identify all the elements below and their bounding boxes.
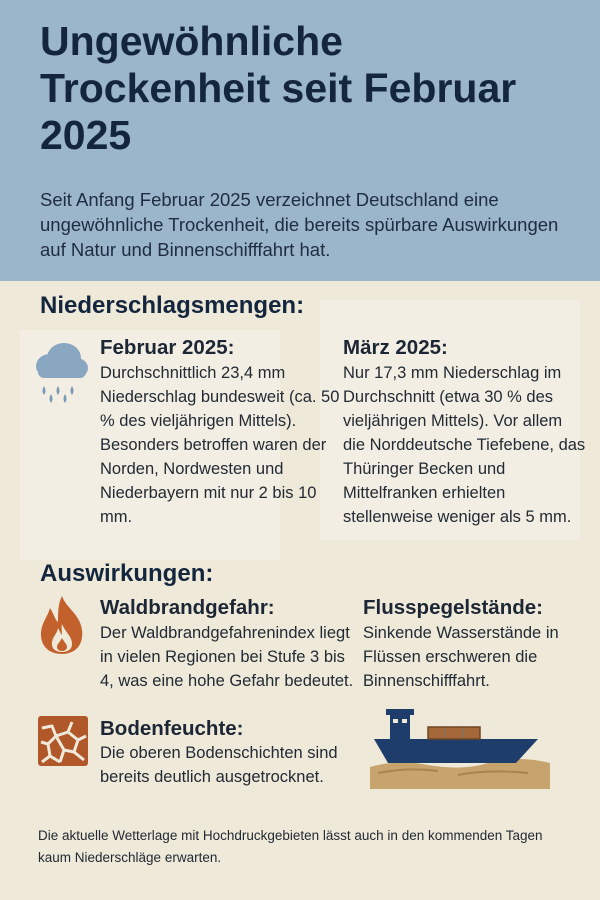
precipitation-heading: Niederschlagsmengen: [40,292,305,319]
february-text: Durchschnittlich 23,4 mm Niederschlag bundesweit (ca. 50 % des vieljährigen Mittels). Besonders betroffen waren der Norden, Nordwesten und Niederbayern mit nur 2 bis 10 mm. [100,364,340,526]
page-title: Ungewöhnliche Trockenheit seit Februar 2025 [40,18,517,158]
cracked-soil-icon [38,716,88,766]
flame-icon [36,594,88,656]
fire-title: Waldbrandgefahr: [100,596,275,619]
intro-text: Seit Anfang Februar 2025 verzeichnet Deutschland eine ungewöhnliche Trockenheit, die bereits spürbare Auswirkungen auf Natur und Binnenschifffahrt hat. [40,189,559,260]
march-title: März 2025: [343,336,448,359]
impacts-heading: Auswirkungen: [40,560,214,587]
rivers-title: Flusspegelstände: [363,596,543,619]
march-text: Nur 17,3 mm Niederschlag im Durchschnitt (etwa 30 % des vieljährigen Mittels). Vor allem die Norddeutsche Tiefebene, das Thüringer Becken und Mittelfranken erhielten stellenweise weniger als 5 mm. [343,364,586,526]
rain-cloud-icon [30,340,92,404]
soil-text: Die oberen Bodenschichten sind bereits deutlich ausgetrocknet. [100,744,338,786]
rivers-text: Sinkende Wasserstände in Flüssen erschweren die Binnenschifffahrt. [363,624,559,690]
header-banner [0,0,600,281]
cargo-ship-icon [368,705,552,789]
soil-title: Bodenfeuchte: [100,717,244,740]
fire-text: Der Waldbrandgefahrenindex liegt in vielen Regionen bei Stufe 3 bis 4, was eine hohe Gefahr bedeutet. [100,624,354,690]
february-title: Februar 2025: [100,336,235,359]
footer-note: Die aktuelle Wetterlage mit Hochdruckgebieten lässt auch in den kommenden Tagen kaum Niederschläge erwarten. [38,828,543,865]
